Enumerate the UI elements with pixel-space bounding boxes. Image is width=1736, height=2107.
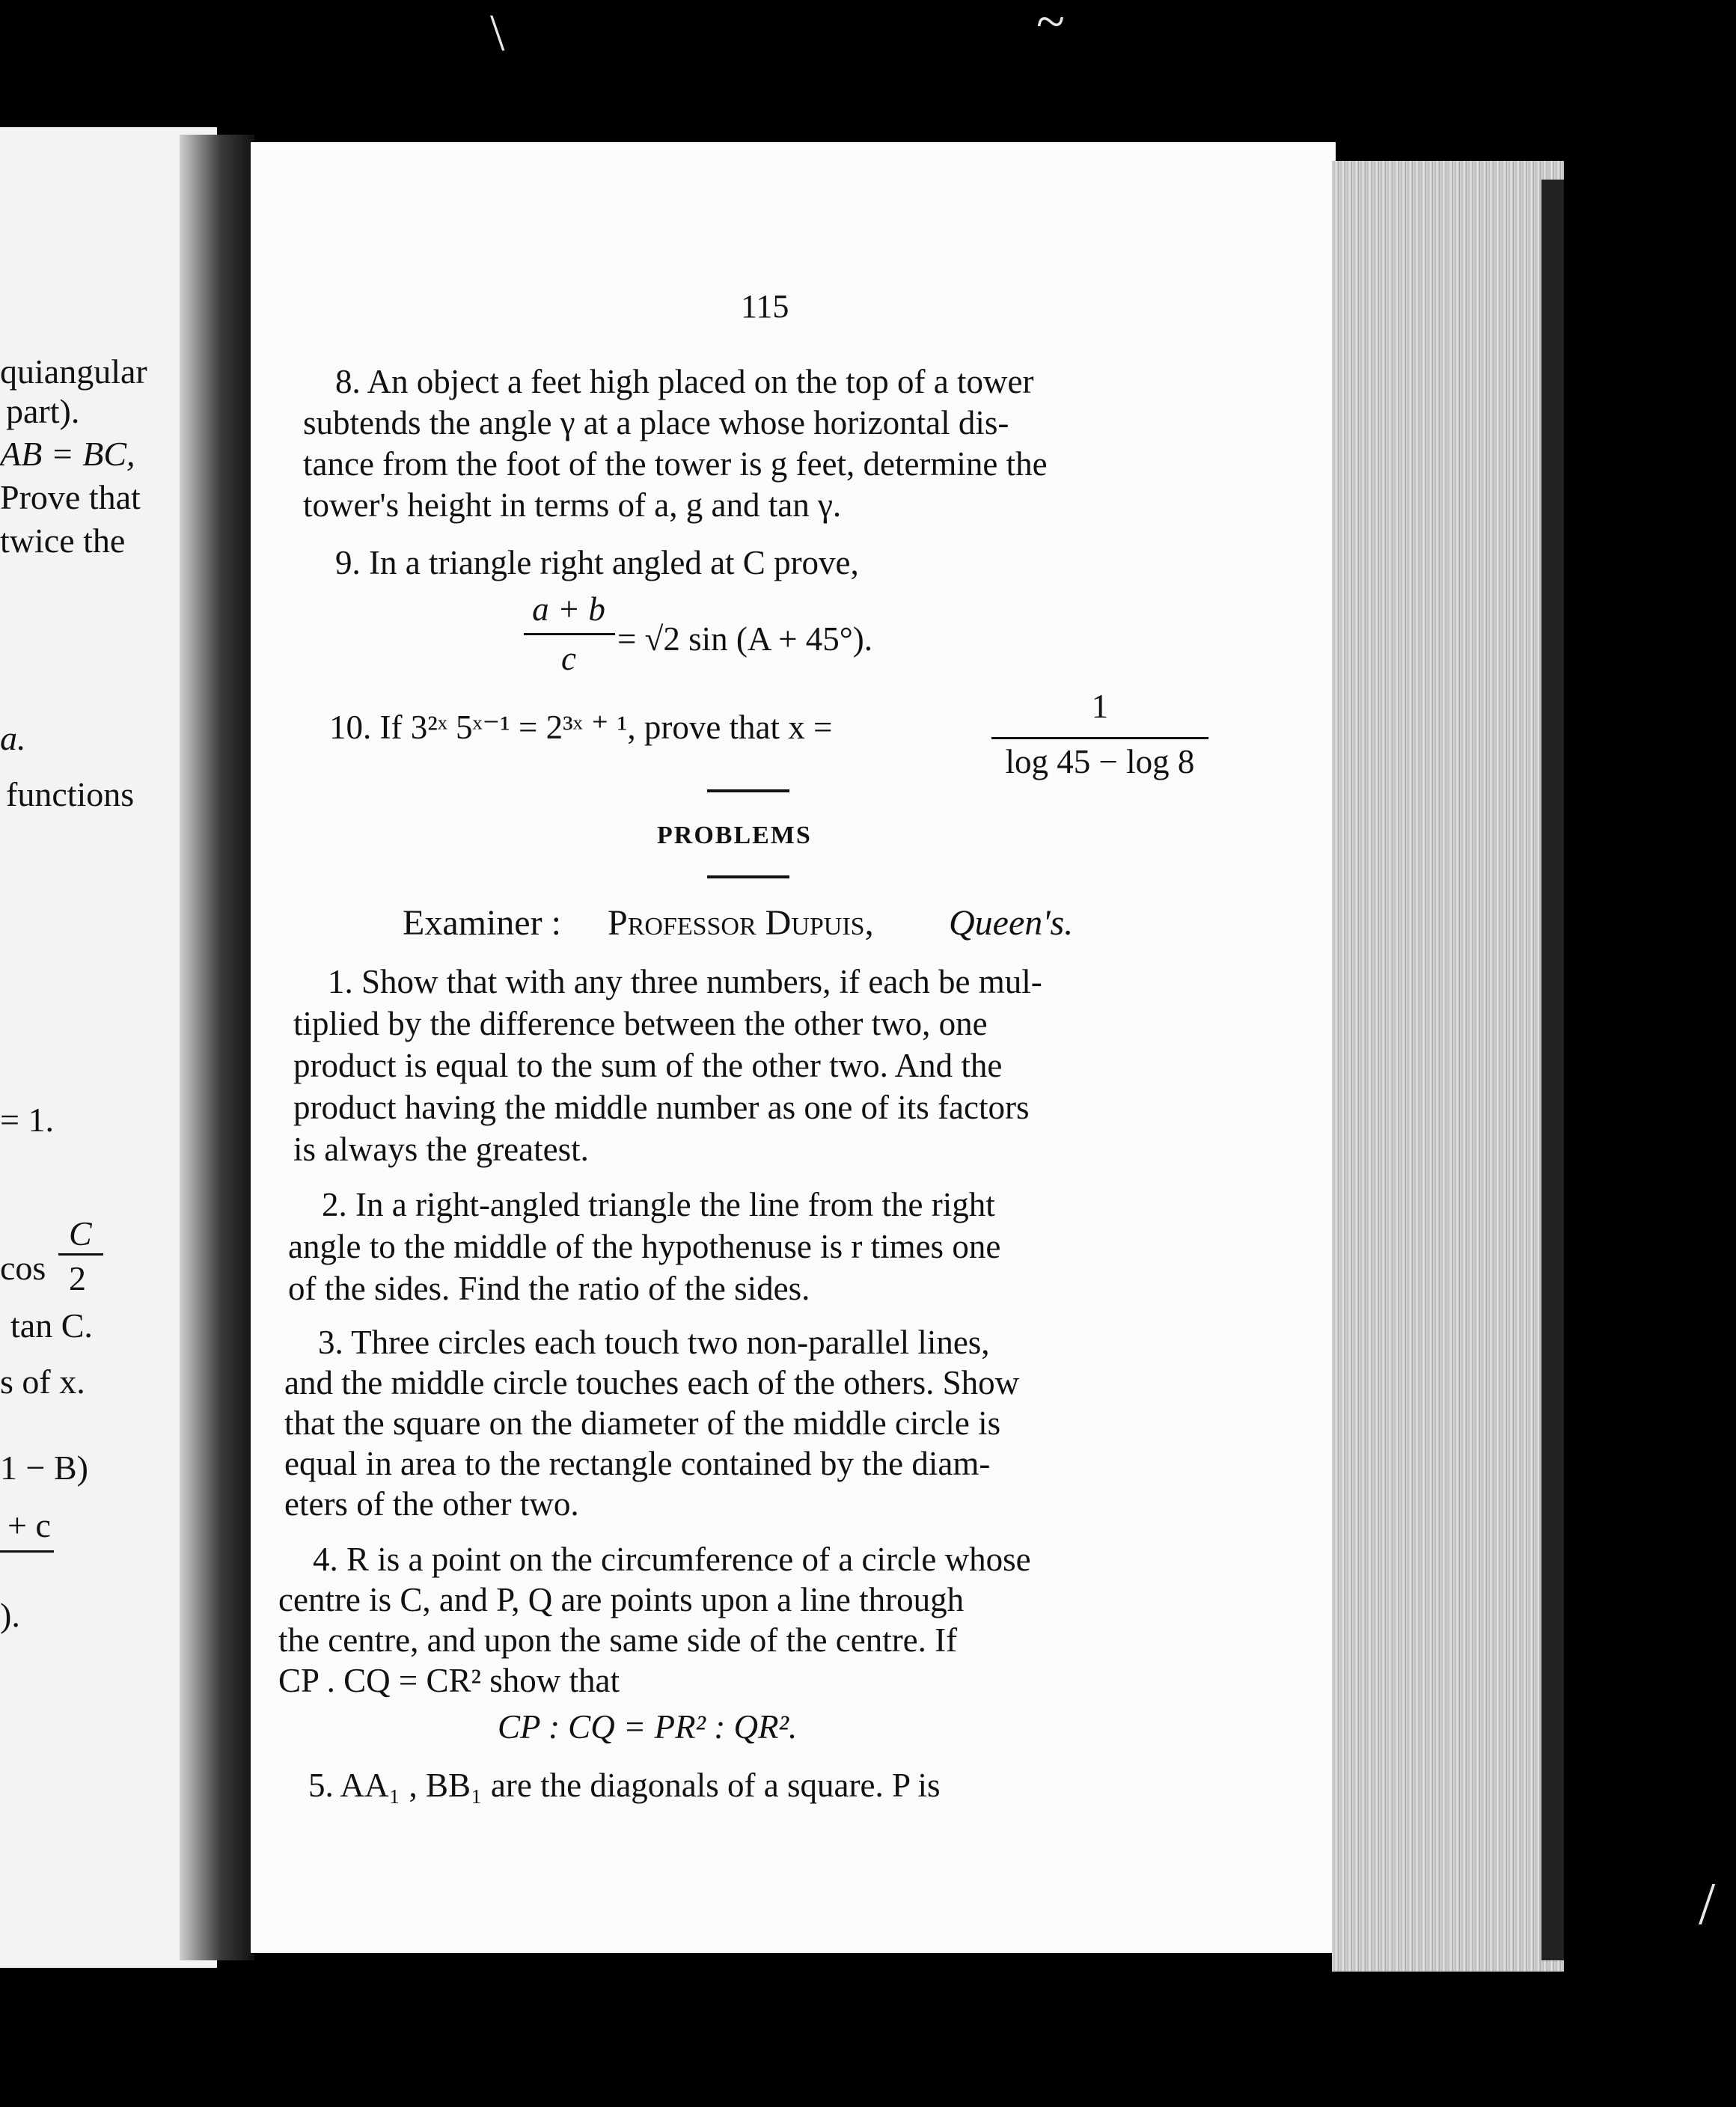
problem-4-line: 4. R is a point on the circumference of a circle whose (313, 1541, 1031, 1578)
examiner-college: Queen's. (949, 903, 1074, 943)
section-rule-top (707, 789, 789, 792)
q10-numerator: 1 (1091, 688, 1109, 725)
problem-3-line: 3. Three circles each touch two non-parallel lines, (318, 1324, 990, 1361)
left-page-line: quiangular (0, 352, 147, 391)
left-page-line: = 1. (0, 1101, 54, 1139)
problem-1-line: product is equal to the sum of the other two. And the (293, 1047, 1003, 1084)
question-8-line: 8. An object a feet high placed on the top of a tower (335, 363, 1034, 400)
left-page-line: tan C. (10, 1306, 93, 1345)
problem-4-line: the centre, and upon the same side of the centre. If (278, 1621, 958, 1659)
question-8-line: subtends the angle γ at a place whose horizontal dis- (303, 404, 1009, 441)
page-number: 115 (741, 288, 789, 325)
scan-mark: \ (490, 4, 505, 62)
left-page-line: ). (0, 1596, 20, 1634)
fraction-bar (58, 1253, 103, 1256)
q10-fraction-bar (991, 737, 1208, 739)
question-8-line: tance from the foot of the tower is g feet, determine the (303, 445, 1048, 483)
problem-2-line: 2. In a right-angled triangle the line from the right (322, 1186, 995, 1223)
left-page-line: s of x. (0, 1363, 85, 1401)
left-page-line: 1 − B) (0, 1449, 88, 1487)
problem-3-line: eters of the other two. (284, 1485, 579, 1523)
q10-denominator: log 45 − log 8 (1005, 743, 1195, 780)
problem-1-line: tiplied by the difference between the other two, one (293, 1005, 988, 1042)
section-rule-bottom (707, 875, 789, 878)
problem-3-line: equal in area to the rectangle contained by the diam- (284, 1445, 991, 1482)
problem-2-line: angle to the middle of the hypothenuse is r times one (288, 1228, 1001, 1265)
left-page-line: twice the (0, 522, 126, 560)
problem-5-line: 5. AA₁ , BB₁ are the diagonals of a square. P is (308, 1767, 941, 1804)
problem-4-line: centre is C, and P, Q are points upon a line through (278, 1581, 965, 1618)
page-edges-shadow (1541, 180, 1564, 1960)
problem-3-line: and the middle circle touches each of the others. Show (284, 1364, 1020, 1401)
examiner-label: Examiner : (403, 903, 561, 943)
problems-heading: PROBLEMS (657, 822, 812, 849)
left-page-line: part). (6, 392, 80, 430)
problem-1-line: 1. Show that with any three numbers, if each be mul- (328, 963, 1042, 1000)
q9-numerator: a + b (532, 590, 605, 628)
question-8-line: tower's height in terms of a, g and tan γ. (303, 486, 842, 524)
fraction-bar (0, 1550, 54, 1553)
q9-denominator: c (561, 640, 576, 677)
scan-mark: / (1699, 1871, 1716, 1937)
q9-fraction-bar (524, 633, 615, 635)
problem-2-line: of the sides. Find the ratio of the sides. (288, 1270, 810, 1307)
problem-3-line: that the square on the diameter of the middle circle is (284, 1404, 1001, 1442)
problem-4-line: CP . CQ = CR² show that (278, 1662, 620, 1699)
left-page-line: 2 (69, 1259, 86, 1297)
left-page-line: + c (7, 1506, 51, 1544)
question-9-intro: 9. In a triangle right angled at C prove, (335, 544, 859, 581)
left-page-line: C (69, 1214, 92, 1253)
scan-mark: ~ (1036, 0, 1065, 51)
question-10-lhs: 10. If 3²ˣ 5ˣ⁻¹ = 2³ˣ ⁺ ¹, prove that x = (329, 709, 833, 746)
book-gutter (180, 135, 254, 1960)
examiner-name: Professor Dupuis, (608, 903, 874, 943)
q9-rhs: = √2 sin (A + 45°). (617, 620, 872, 658)
left-page-line: Prove that (0, 478, 141, 516)
left-page-line: functions (6, 775, 135, 813)
left-page-line: AB = BC, (0, 435, 135, 473)
left-page-line: cos (0, 1249, 46, 1287)
problem-1-line: is always the greatest. (293, 1131, 589, 1168)
left-page-line: a. (0, 719, 26, 757)
problem-4-formula: CP : CQ = PR² : QR². (498, 1708, 798, 1746)
page-edges (1332, 161, 1564, 1972)
problem-1-line: product having the middle number as one of its factors (293, 1089, 1030, 1126)
